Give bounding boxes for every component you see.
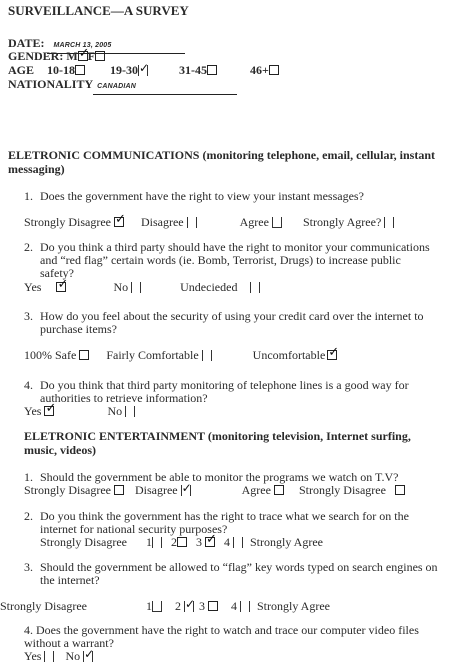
s1q2-undecided-checkbox[interactable]: [250, 282, 260, 293]
age-row: [8, 63, 279, 77]
question-text-cont: authorities to retrieve information?: [40, 391, 208, 405]
question-text: 2. Do you think a third party should have the right to monitor your communications: [24, 240, 430, 254]
question-text-cont: and “red flag” certain words (ie. Bomb, Terrorist, Drugs) to increase public: [40, 253, 401, 267]
answer-row: Strongly Disagree ✓ Disagree Agree Strongly Agree?: [24, 215, 394, 229]
age-31-45-checkbox[interactable]: [207, 65, 217, 75]
s1q1-strongly-disagree-checkbox[interactable]: [114, 217, 124, 227]
survey-title: SURVEILLANCE—A SURVEY: [8, 3, 189, 18]
gender-m-checkbox[interactable]: [78, 51, 88, 61]
question-text: 1. Does the government have the right to view your instant messages?: [24, 189, 364, 203]
date-field[interactable]: MARCH 13, 2005: [47, 39, 185, 54]
s2q3-scale-2[interactable]: [184, 601, 194, 612]
s2q1-agree-checkbox[interactable]: [274, 485, 284, 495]
s2q3-scale-4[interactable]: [240, 601, 250, 612]
s1q3-uncomfortable-checkbox[interactable]: [327, 350, 337, 360]
answer-row: 100% Safe Fairly Comfortable Uncomfortable✓: [24, 348, 337, 362]
age-19-30-checkbox[interactable]: [138, 65, 148, 76]
s2q1-disagree-checkbox[interactable]: [181, 485, 191, 496]
s2q2-scale-2[interactable]: [177, 537, 187, 547]
question-text: 3. Should the government be allowed to “flag” key words typed on search engines on: [24, 560, 438, 574]
age-46-plus-checkbox[interactable]: [269, 65, 279, 75]
s1q2-no-checkbox[interactable]: [131, 282, 141, 293]
question-text-cont: the internet?: [40, 573, 100, 587]
s1q3-fairly-comfortable-checkbox[interactable]: [202, 350, 212, 361]
s2q3-scale-3[interactable]: [208, 601, 218, 611]
gender-row: [8, 49, 105, 63]
s1q3-100-safe-checkbox[interactable]: [79, 350, 89, 360]
question-text: 4. Do you think that third party monitoring of telephone lines is a good way for: [24, 378, 409, 392]
gender-label: GENDER:: [8, 49, 64, 63]
age-option-label: 31-45: [179, 63, 208, 77]
question-text-cont: purchase items?: [40, 322, 117, 336]
gender-m-label: M: [66, 49, 78, 63]
scale-row: Strongly Disagree 1 2 ✓ 3 4 Strongly Agree: [0, 599, 330, 613]
s2q1-strongly-disagree-checkbox[interactable]: [114, 485, 124, 495]
s2q1-strongly-agree-checkbox[interactable]: [395, 485, 405, 495]
answer-row: Yes ✓ No: [24, 404, 135, 418]
nationality-label: NATIONALITY: [8, 77, 94, 91]
question-text: 1. Should the government be able to monitor the programs we watch on T.V?: [24, 470, 399, 484]
age-option-label: 10-18: [47, 63, 76, 77]
answer-row: Yes No ✓: [24, 649, 93, 663]
age-option-label: 46+: [250, 63, 269, 77]
answer-row: Yes ✓ No Undecieded: [24, 280, 260, 294]
answer-row: Strongly Disagree Disagree ✓ Agree Strongly Disagree: [24, 483, 405, 497]
s1q4-yes-checkbox[interactable]: [44, 406, 54, 416]
date-label: DATE:: [8, 36, 45, 50]
question-text: 3. How do you feel about the security of using your credit card over the internet to: [24, 309, 424, 323]
nationality-row: [8, 77, 237, 95]
s1q1-agree-checkbox[interactable]: [272, 217, 282, 228]
s1q1-strongly-agree-checkbox[interactable]: [384, 217, 394, 228]
question-text-cont: internet for national security purposes?: [40, 522, 228, 536]
s2q3-scale-1[interactable]: [152, 601, 162, 612]
gender-f-label: F: [87, 49, 96, 63]
question-text-cont: without a warrant?: [24, 636, 114, 650]
s2q2-scale-1[interactable]: [152, 537, 162, 548]
s1q4-no-checkbox[interactable]: [125, 406, 135, 417]
section-heading-cont: messaging): [8, 162, 65, 176]
scale-row: Strongly Disagree 1 2 3 ✓ 4 Strongly Agree: [40, 535, 323, 549]
age-10-18-checkbox[interactable]: [75, 65, 85, 75]
section-heading: ELETRONIC ENTERTAINMENT (monitoring television, Internet surfing,: [24, 429, 411, 443]
s1q2-yes-checkbox[interactable]: [56, 282, 66, 292]
section-heading: ELETRONIC COMMUNICATIONS (monitoring telephone, email, cellular, instant: [8, 148, 436, 162]
s2q4-no-checkbox[interactable]: [83, 651, 93, 662]
s2q2-scale-3[interactable]: [205, 537, 215, 547]
question-text: 2. Do you think the government has the right to trace what we search for on the: [24, 509, 409, 523]
question-text: 4. Does the government have the right to watch and trace our computer video files: [24, 623, 419, 637]
s2q4-yes-checkbox[interactable]: [44, 651, 54, 662]
question-text-cont: safety?: [40, 266, 74, 280]
s1q1-disagree-checkbox[interactable]: [187, 217, 197, 228]
s2q2-scale-4[interactable]: [233, 537, 243, 548]
age-label: AGE: [8, 63, 35, 77]
section-heading-cont: music, videos): [24, 443, 96, 457]
age-option-label: 19-30: [110, 63, 139, 77]
nationality-field[interactable]: CANADIAN: [93, 80, 237, 95]
gender-f-checkbox[interactable]: [95, 51, 105, 61]
